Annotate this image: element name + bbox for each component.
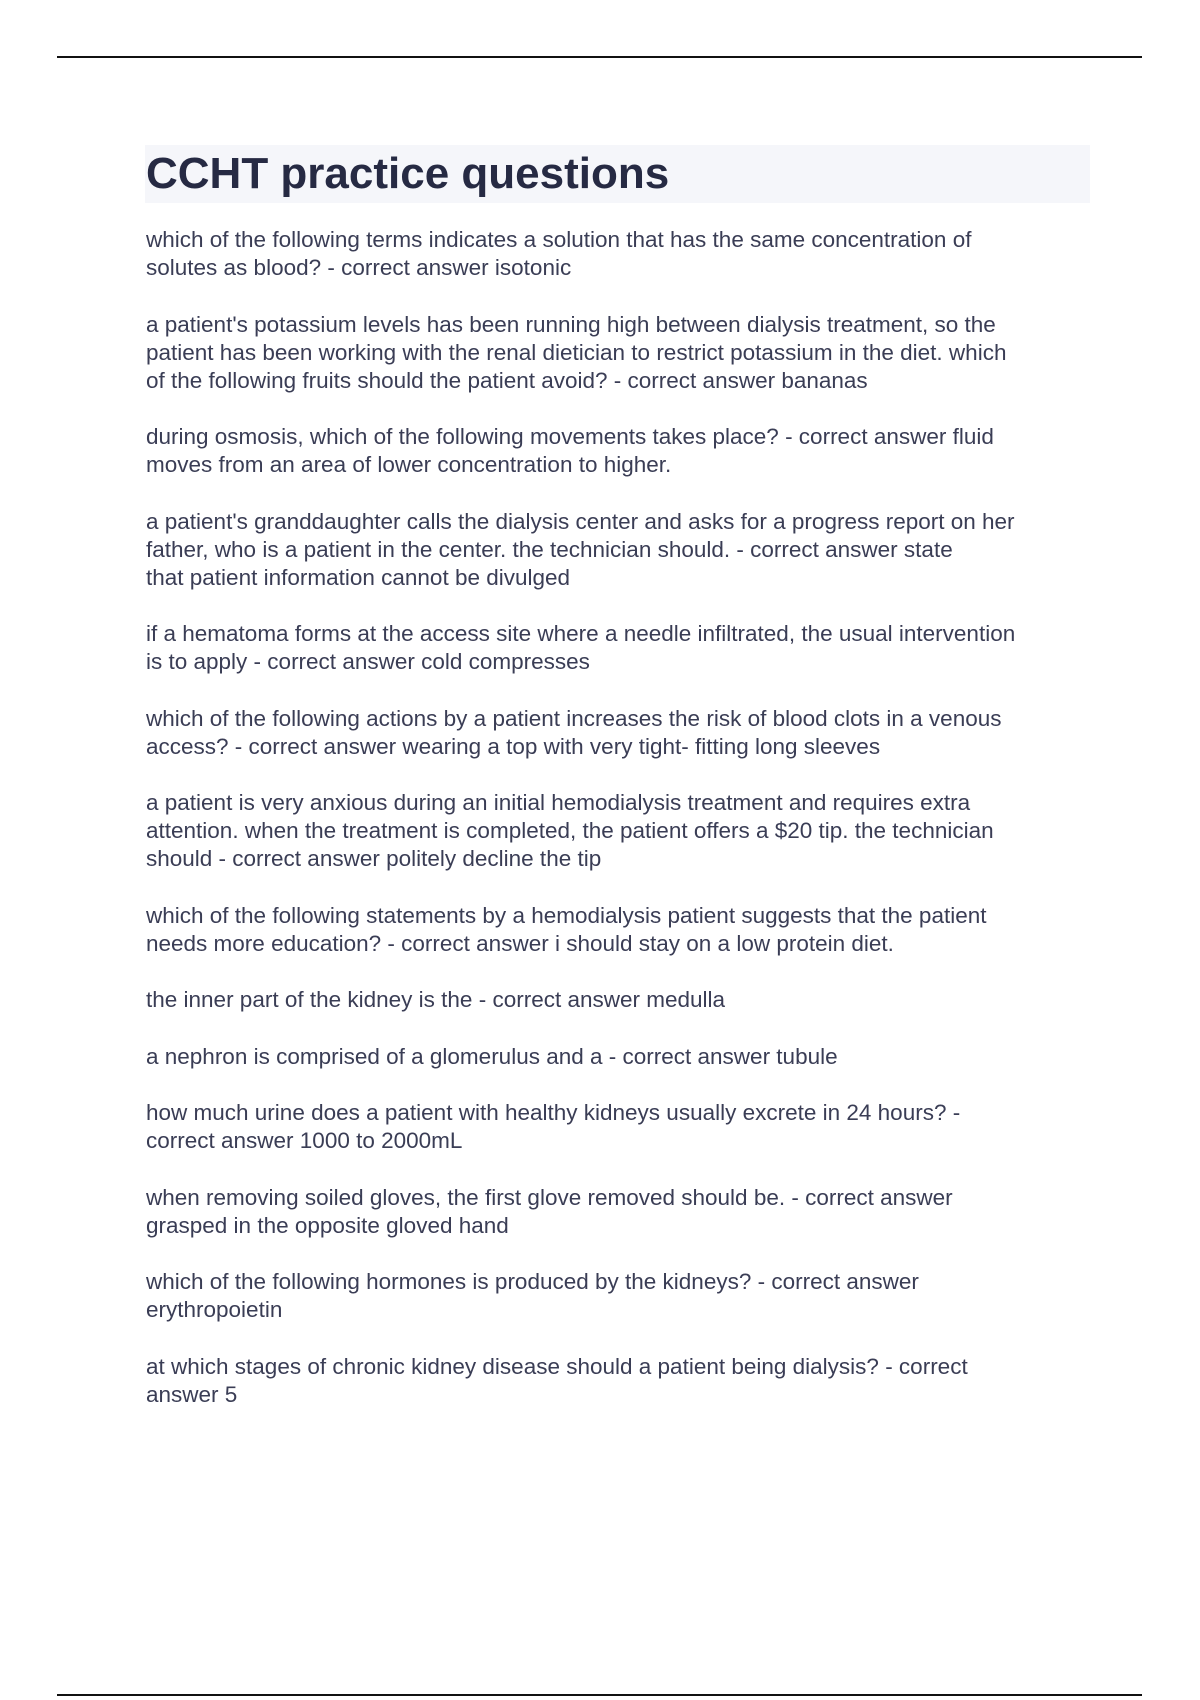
qa-item: if a hematoma forms at the access site where a needle infiltrated, the usual intervention is to apply - correct answer cold compresses [146, 621, 1016, 674]
qa-item: which of the following terms indicates a solution that has the same concentration of solutes as blood? - correct answer isotonic [146, 227, 972, 280]
qa-item: which of the following actions by a patient increases the risk of blood clots in a venous access? - correct answer wearing a top with very tight- fitting long sleeves [146, 705, 1002, 759]
top-rule [57, 56, 1142, 58]
qa-item: the inner part of the kidney is the - correct answer medulla [146, 987, 726, 1012]
qa-item: how much urine does a patient with healthy kidneys usually excrete in 24 hours? - correct answer 1000 to 2000mL [146, 1100, 961, 1153]
qa-item: a nephron is comprised of a glomerulus and a - correct answer tubule [146, 1043, 838, 1069]
bottom-rule [57, 1694, 1142, 1696]
qa-item: during osmosis, which of the following movements takes place? - correct answer fluid moves from an area of lower concentration to higher. [146, 424, 994, 477]
qa-item: which of the following hormones is produced by the kidneys? - correct answer erythropoietin [146, 1269, 919, 1322]
qa-item: when removing soiled gloves, the first glove removed should be. - correct answer grasped in the opposite gloved hand [146, 1184, 953, 1238]
qa-item: a patient's granddaughter calls the dialysis center and asks for a progress report on her father, who is a patient in the center. the technician should. - correct answer state that patient information cannot be divulged [146, 508, 1015, 590]
qa-item: at which stages of chronic kidney disease should a patient being dialysis? - correct answer 5 [146, 1353, 968, 1407]
qa-item: a patient is very anxious during an initial hemodialysis treatment and requires extra attention. when the treatment is completed, the patient offers a $20 tip. the technician should - correct answer politely decline the tip [146, 790, 994, 871]
qa-item: which of the following statements by a hemodialysis patient suggests that the patient needs more education? - correct answer i should stay on a low protein diet. [146, 902, 987, 956]
qa-item: a patient's potassium levels has been running high between dialysis treatment, so the patient has been working with the renal dietician to restrict potassium in the diet. which of the following fruits should the patient avoid? - correct answer bananas [146, 311, 1007, 393]
qa-list [146, 226, 1096, 1437]
page-title: CCHT practice questions [146, 149, 670, 198]
